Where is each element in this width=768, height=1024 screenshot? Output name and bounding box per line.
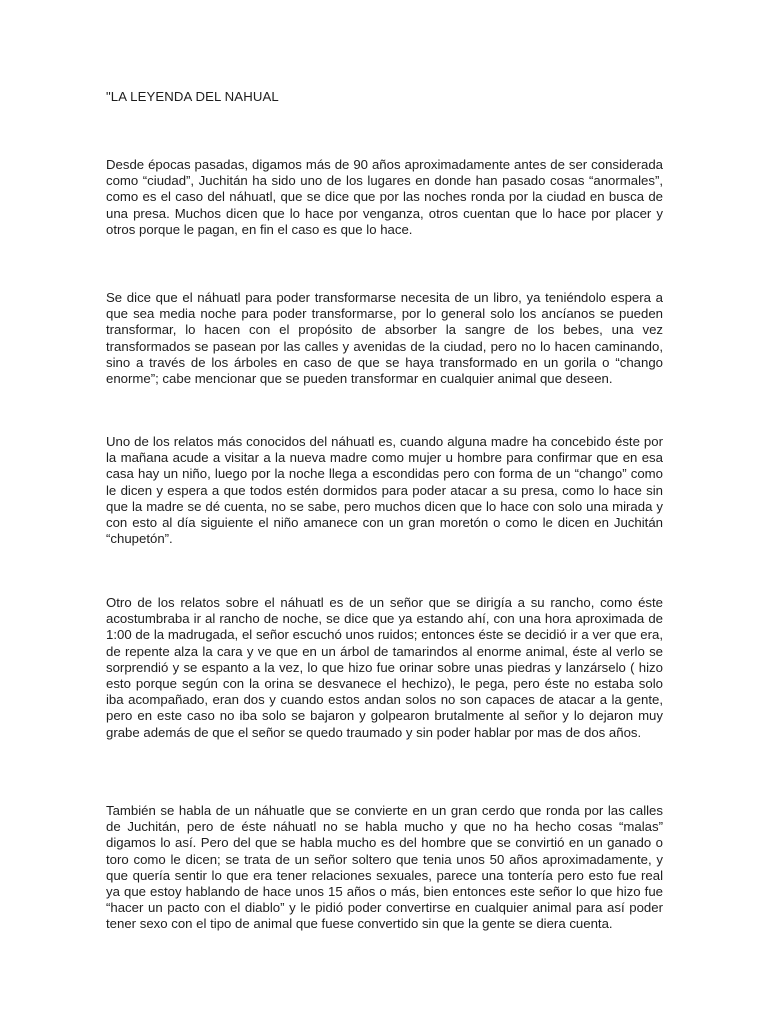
document-title: "LA LEYENDA DEL NAHUAL — [106, 89, 279, 104]
paragraph-2: Se dice que el náhuatl para poder transformarse necesita de un libro, ya teniéndolo espera a que sea media noche para poder transformarse, por lo general solo los ancíanos se pueden transformar, lo hacen con el propósito de absorber la sangre de los bebes, una vez transformados se pasean por las calles y avenidas de la ciudad, pero no lo hacen caminando, sino a través de los árboles en caso de que se haya transformado en un gorila o “chango enorme”; cabe mencionar que se pueden transformar en cualquier animal que deseen. — [106, 290, 663, 387]
paragraph-5: También se habla de un náhuatle que se convierte en un gran cerdo que ronda por las calles de Juchitán, pero de éste náhuatl no se habla mucho y que no ha hecho cosas “malas” digamos lo así. Pero del que se habla mucho es del hombre que se convirtió en un ganado o toro como le dicen; se trata de un señor soltero que tenia unos 50 años aproximadamente, y que quería sentir lo que era tener relaciones sexuales, parece una tontería pero esto fue real ya que estoy hablando de hace unos 15 años o más, bien entonces este señor lo que hizo fue “hacer un pacto con el diablo” y le pidió poder convertirse en cualquier animal para así poder tener sexo con el tipo de animal que fuese convertido sin que la gente se diera cuenta. — [106, 803, 663, 932]
paragraph-4: Otro de los relatos sobre el náhuatl es de un señor que se dirigía a su rancho, como éste acostumbraba ir al rancho de noche, se dice que ya estando ahí, con una hora aproximada de 1:00 de la madrugada, el señor escuchó unos ruidos; entonces éste se decidió ir a ver que era, de repente alza la cara y ve que en un árbol de tamarindos al enorme animal, éste al verlo se sorprendió y se espanto a la vez, lo que hizo fue orinar sobre unas piedras y lanzárselo ( hizo esto porque según con la orina se desvanece el hechizo), le pega, pero éste no estaba solo iba acompañado, eran dos y cuando estos andan solos no son capaces de atacar a la gente, pero en este caso no iba solo se bajaron y golpearon brutalmente al señor y lo dejaron muy grabe además de que el señor se quedo traumado y sin poder hablar por mas de dos años. — [106, 595, 663, 740]
paragraph-3: Uno de los relatos más conocidos del náhuatl es, cuando alguna madre ha concebido éste por la mañana acude a visitar a la nueva madre como mujer u hombre para confirmar que en esa casa hay un niño, luego por la noche llega a escondidas pero con forma de un “chango” como le dicen y espera a que todos estén dormidos para poder atacar a su presa, como lo hace sin que la madre se dé cuenta, no se sabe, pero muchos dicen que lo hace con solo una mirada y con esto al día siguiente el niño amanece con un gran moretón o como le dicen en Juchitán “chupetón”. — [106, 434, 663, 547]
paragraph-1: Desde épocas pasadas, digamos más de 90 años aproximadamente antes de ser considerada como “ciudad”, Juchitán ha sido uno de los lugares en donde han pasado cosas “anormales”, como es el caso del náhuatl, que se dice que por las noches ronda por la ciudad en busca de una presa. Muchos dicen que lo hace por venganza, otros cuentan que lo hace por placer y otros porque le pagan, en fin el caso es que lo hace. — [106, 157, 663, 237]
